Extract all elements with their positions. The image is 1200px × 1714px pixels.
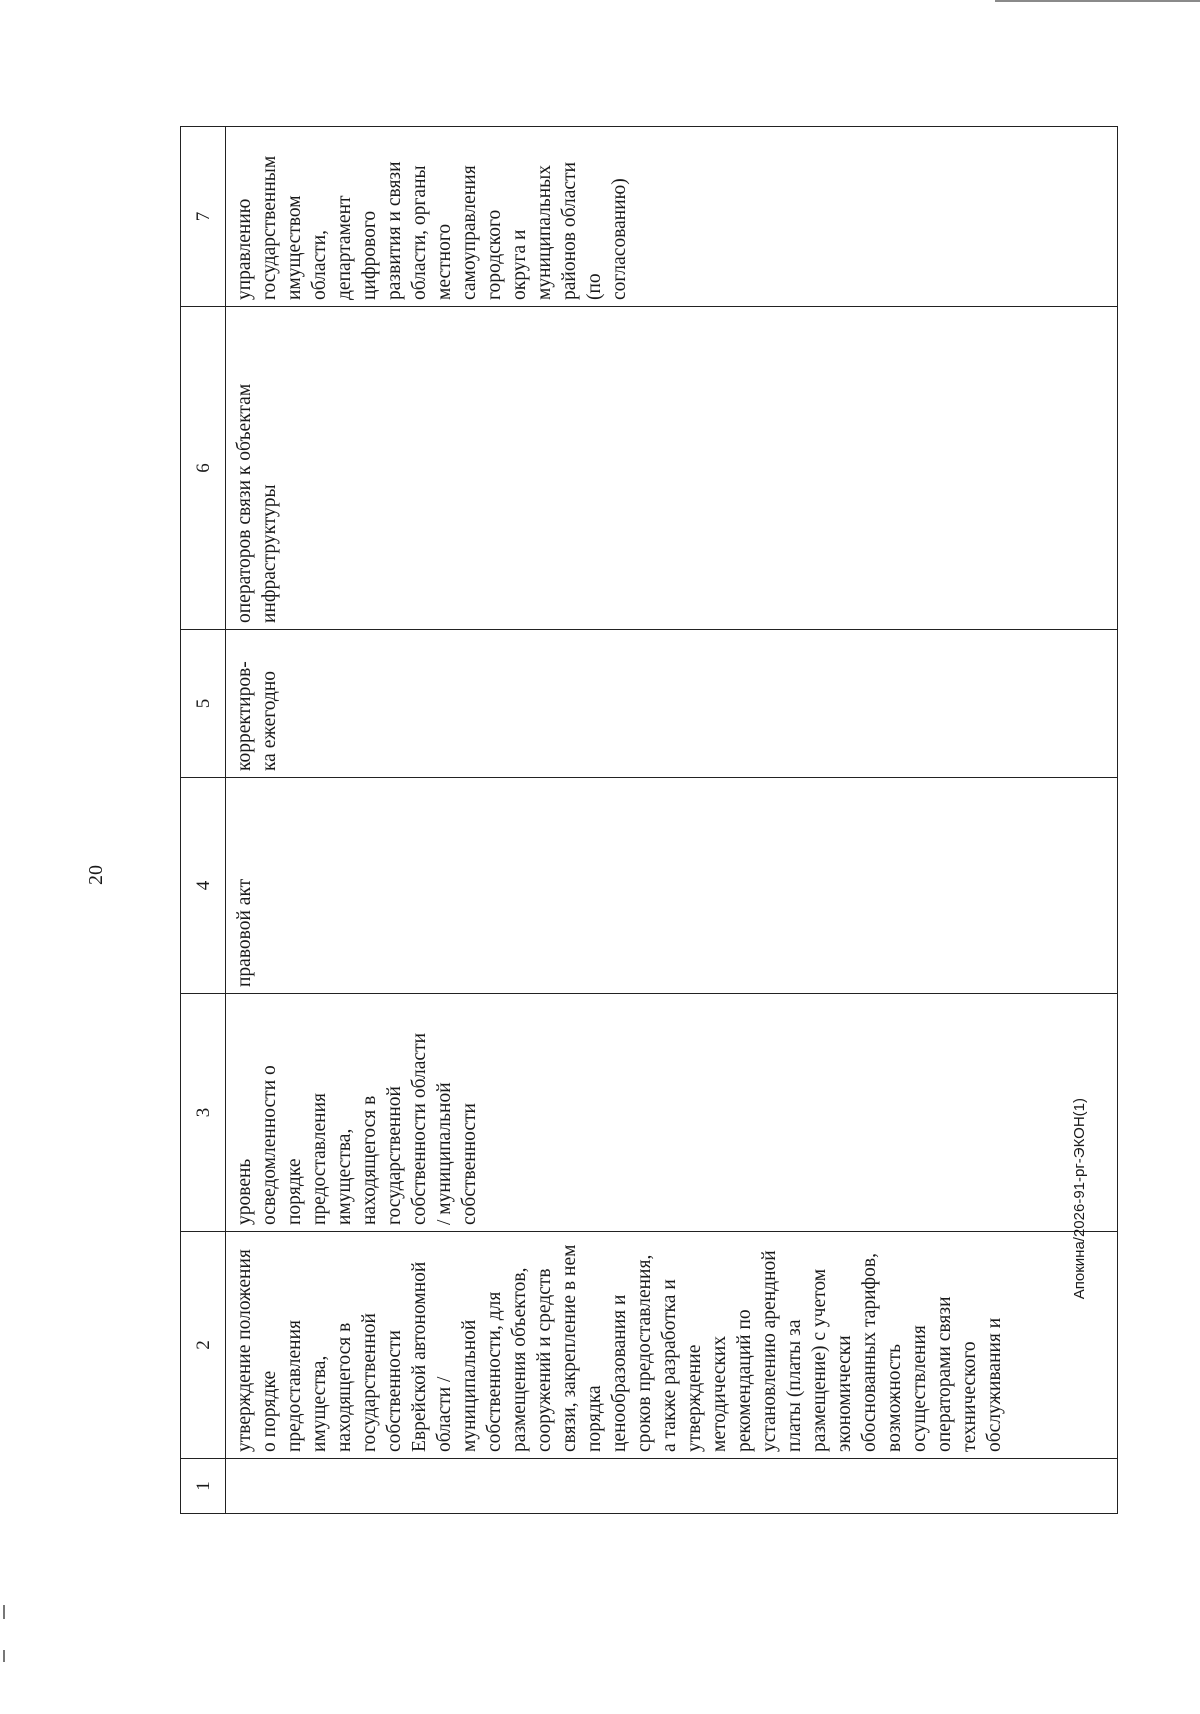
table-cell-deadline [226, 630, 1118, 778]
column-header: 3 [181, 994, 226, 1232]
column-header: 5 [181, 630, 226, 778]
scan-tick-mark [3, 1605, 5, 1619]
column-header: 2 [181, 1232, 226, 1459]
cell-text: уровень осведомленности о порядке предоставления имущества, находящегося в государственной собственности области / муниципальной собственности [234, 1032, 480, 1225]
table-cell-document-type [226, 778, 1118, 994]
column-header: 1 [181, 1459, 226, 1514]
cell-text: операторов связи к объектам инфраструктуры [234, 383, 280, 623]
scan-edge-line [995, 0, 1200, 2]
table-cell-indicator [226, 994, 1118, 1232]
table-row [226, 127, 1118, 1514]
table-cell-result [226, 307, 1118, 630]
page-number: 20 [85, 865, 107, 885]
column-header: 7 [181, 127, 226, 307]
table-header-row [181, 127, 226, 1514]
table-cell-measure [226, 1232, 1118, 1459]
document-table [180, 126, 1118, 1514]
cell-text: управлению государственным имуществом области, департамент цифрового развития и связи области, органы местного самоуправления городского округа и муниципальных районов области (по согласованию) [234, 155, 630, 300]
rotated-table-container [180, 127, 1118, 1514]
table-cell-responsible [226, 127, 1118, 307]
cell-text: утверждение положения о порядке предоставления имущества, находящегося в государственной собственности Еврейской автономной области / муниципальной собственности, для размещения объектов, сооружений и средств связи, закрепление в нем порядка ценообразования и сроков предоставления, а также разработка и утверждение методических рекомендаций по установлению арендной платы (платы за размещение) с учетом экономически обоснованных тарифов, возможность осуществления операторами связи технического обслуживания и [234, 1244, 1005, 1452]
document-code: Апокина/2026-91-рг-ЭКОН(1) [1071, 1098, 1088, 1300]
column-header: 6 [181, 307, 226, 630]
cell-text: корректиров- ка ежегодно [234, 661, 280, 771]
column-header: 4 [181, 778, 226, 994]
table-cell-number [226, 1459, 1118, 1514]
scan-tick-mark [3, 1650, 5, 1662]
cell-text: правовой акт [234, 878, 255, 987]
